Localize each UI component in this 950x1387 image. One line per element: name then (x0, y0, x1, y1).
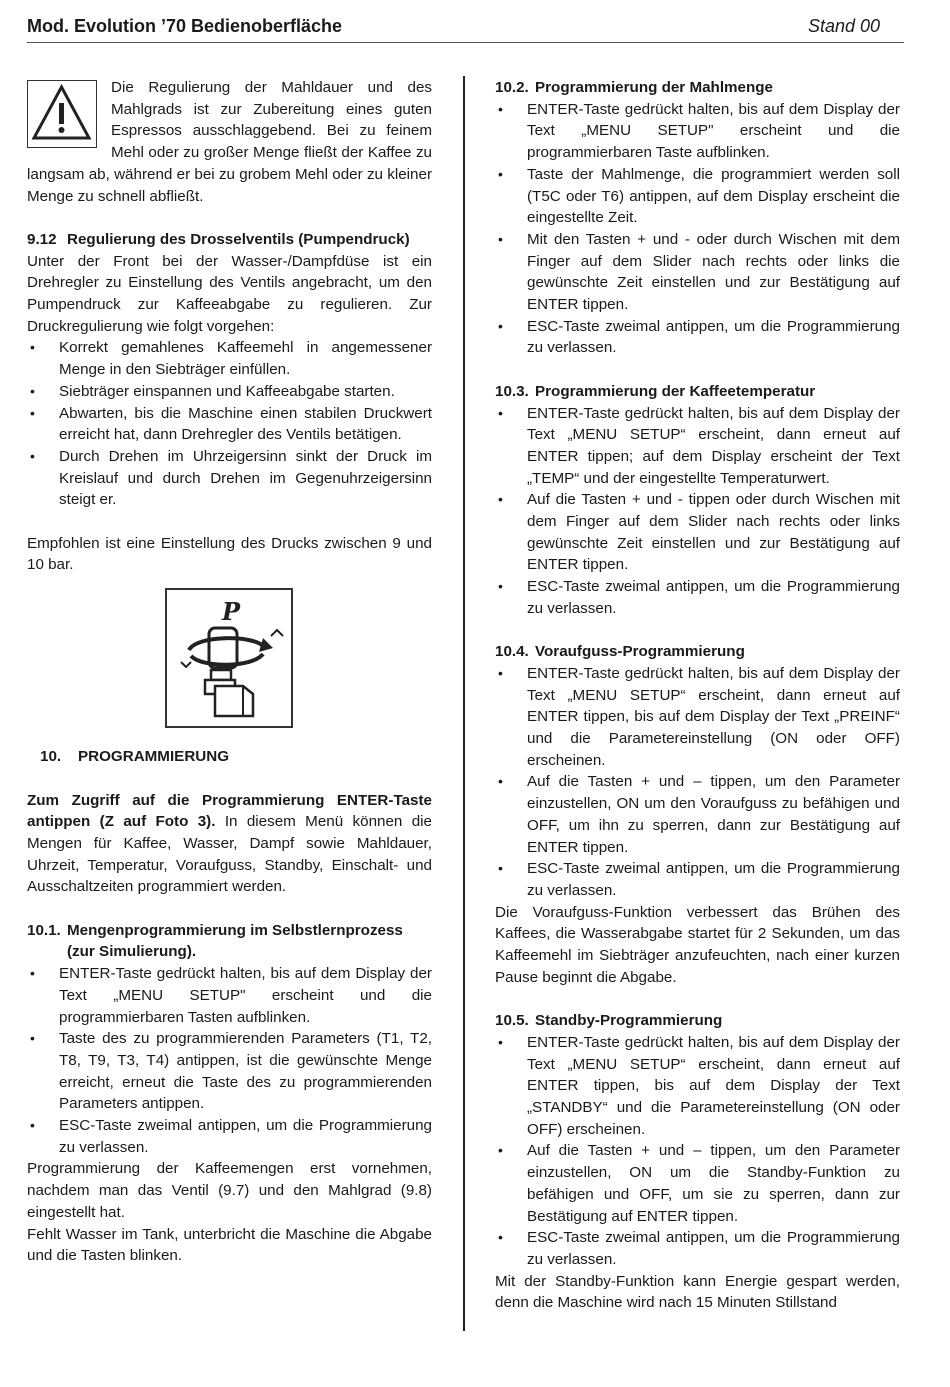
section-9-12-heading: 9.12 Regulierung des Drosselventils (Pumpendruck) (27, 230, 410, 248)
section-10-5-list (495, 1032, 900, 1271)
section-9-12-list (27, 337, 432, 511)
list-item: • ENTER-Taste gedrückt halten, bis auf dem Display der Text „MENU SETUP" erscheint und die programmierbaren Taste aufblinken. (495, 99, 900, 164)
list-item: • Auf die Tasten + und - tippen oder durch Wischen mit dem Finger auf dem Slider nach rechts oder links gewünschte Zeit einstellen und zur Bestätigung auf ENTER tippen. (495, 489, 900, 576)
list-item: • Korrekt gemahlenes Kaffeemehl in angemessener Menge in den Siebträger einfüllen. (27, 337, 432, 380)
list-item: • ESC-Taste zweimal antippen, um die Programmierung zu verlassen. (495, 858, 900, 901)
list-item: • ESC-Taste zweimal antippen, um die Programmierung zu verlassen. (495, 576, 900, 619)
list-item: • Auf die Tasten + und – tippen, um den Parameter einzustellen, ON um die Standby-Funktion zu befähigen und OFF, um sie zu sperren, dann zur Bestätigung auf ENTER tippen. (495, 1140, 900, 1227)
list-item: • Abwarten, bis die Maschine einen stabilen Druckwert erreicht hat, dann Drehregler des Ventils betätigen. (27, 403, 432, 446)
list-item: • ENTER-Taste gedrückt halten, bis auf dem Display der Text „MENU SETUP“ erscheint, dann erneut auf ENTER tippen; auf dem Display erscheint der Text „TEMP“ und der eingestellte Temperaturwert. (495, 403, 900, 490)
section-10-1-list (27, 963, 432, 1158)
section-10-1-heading: 10.1. Mengenprogrammierung im Selbstlernprozess (27, 921, 403, 939)
svg-text:P: P (221, 597, 240, 627)
list-item: • ENTER-Taste gedrückt halten, bis auf dem Display der Text „MENU SETUP“ erscheint, dann erneut auf ENTER tippen, bis auf dem Display der Text „PREINF“ und die Parametereinstellung (ON oder OFF) erscheinen. (495, 663, 900, 772)
section-10-1-note: Fehlt Wasser im Tank, unterbricht die Maschine die Abgabe und die Tasten blinken. (27, 1225, 432, 1265)
valve-rotation-figure (165, 588, 293, 728)
list-item: • Durch Drehen im Uhrzeigersinn sinkt der Druck im Kreislauf und durch Drehen im Gegenuhrzeigersinn steigt er. (27, 446, 432, 511)
section-9-12-intro: Unter der Front bei der Wasser-/Dampfdüse ist ein Drehregler zu Einstellung des Ventils angebracht, um den Pumpendruck zur Kaffeeabgabe zu regulieren. Zur Druckregulierung wie folgt vorgehen: (27, 252, 432, 335)
section-10-4-heading: 10.4. Voraufguss-Programmierung (495, 643, 745, 661)
list-item: • Mit den Tasten + und - oder durch Wischen mit dem Finger auf dem Slider nach rechts oder links die gewünschte Zeit einstellen und zur Bestätigung auf ENTER tippen. (495, 229, 900, 316)
list-item: • ESC-Taste zweimal antippen, um die Programmierung zu verlassen. (27, 1115, 432, 1158)
column-divider (463, 76, 465, 1331)
list-item: • ESC-Taste zweimal antippen, um die Programmierung zu verlassen. (495, 316, 900, 359)
section-10-3-heading: 10.3. Programmierung der Kaffeetemperatur (495, 382, 816, 400)
valve-knob-icon (167, 590, 291, 726)
document-revision: Stand 00 (807, 16, 880, 36)
list-item: • ENTER-Taste gedrückt halten, bis auf dem Display der Text „MENU SETUP“ erscheint, dann erneut auf ENTER tippen, bis auf dem Display der Text „STANDBY“ und die Parametereinstellung (ON oder OFF) erscheinen. (495, 1032, 900, 1141)
warning-block (27, 77, 432, 207)
list-item: • ENTER-Taste gedrückt halten, bis auf dem Display der Text „MENU SETUP" erscheint und die programmierbaren Tasten aufblinken. (27, 963, 432, 1028)
list-item: • Auf die Tasten + und – tippen, um den Parameter einzustellen, ON um den Voraufguss zu befähigen und OFF, um ihn zu sperren, dann zur Bestätigung auf ENTER tippen. (495, 771, 900, 858)
warning-text: Die Regulierung der Mahldauer und des Mahlgrads ist zur Zubereitung eines guten Espressos ausschlaggebend. Bei zu feinem Mehl oder zu großer Menge fließt der Kaffee zu langsam ab, während er bei zu grobem Mehl oder zu kleiner Menge zu schnell abfließt. (27, 79, 432, 205)
section-10-intro: Zum Zugriff auf die Programmierung ENTER-Taste antippen (Z auf Foto 3). In diesem Menü können die Mengen für Kaffee, Wasser, Dampf sowie Mahldauer, Uhrzeit, Temperatur, Voraufguss, Standby, Einschalt- und Ausschaltzeiten programmiert werden. (27, 791, 432, 896)
section-10-3-list (495, 403, 900, 620)
pressure-recommendation: Empfohlen ist eine Einstellung des Drucks zwischen 9 und 10 bar. (27, 534, 432, 574)
left-column (27, 77, 432, 1267)
list-item: • Taste der Mahlmenge, die programmiert werden soll (T5C oder T6) antippen, auf dem Display erscheint die eingestellte Zeit. (495, 164, 900, 229)
section-10-heading: 10. PROGRAMMIERUNG (40, 748, 230, 766)
section-10-5-note: Mit der Standby-Funktion kann Energie gespart werden, denn die Maschine wird nach 15 Minuten Stillstand (495, 1272, 900, 1312)
section-10-4-note: Die Voraufguss-Funktion verbessert das Brühen des Kaffees, die Wasserabgabe startet für 2 Sekunden, um das Kaffeemehl im Siebträger anzufeuchten, nach einer kurzen Pause beginnt die Abgabe. (495, 903, 900, 986)
section-10-1-heading-cont: (zur Simulierung). (67, 943, 197, 961)
section-10-2-list (495, 99, 900, 359)
right-column (495, 77, 900, 1314)
warning-icon (27, 80, 97, 148)
section-10-4-list (495, 663, 900, 902)
section-10-2-heading: 10.2. Programmierung der Mahlmenge (495, 79, 773, 96)
document-title: Mod. Evolution ’70 Bedienoberfläche (27, 16, 343, 36)
list-item: • ESC-Taste zweimal antippen, um die Programmierung zu verlassen. (495, 1227, 900, 1270)
list-item: • Taste des zu programmierenden Parameters (T1, T2, T8, T9, T3, T4) antippen, ist die gewünschte Menge erreicht, erneut die Taste des zu programmierenden Parameters antippen. (27, 1028, 432, 1115)
list-item: • Siebträger einspannen und Kaffeeabgabe starten. (27, 381, 432, 403)
section-10-1-note: Programmierung der Kaffeemengen erst vornehmen, nachdem man das Ventil (9.7) und den Mahlgrad (9.8) eingestellt hat. (27, 1160, 432, 1221)
page-header (27, 14, 904, 43)
section-10-5-heading: 10.5. Standby-Programmierung (495, 1012, 723, 1030)
